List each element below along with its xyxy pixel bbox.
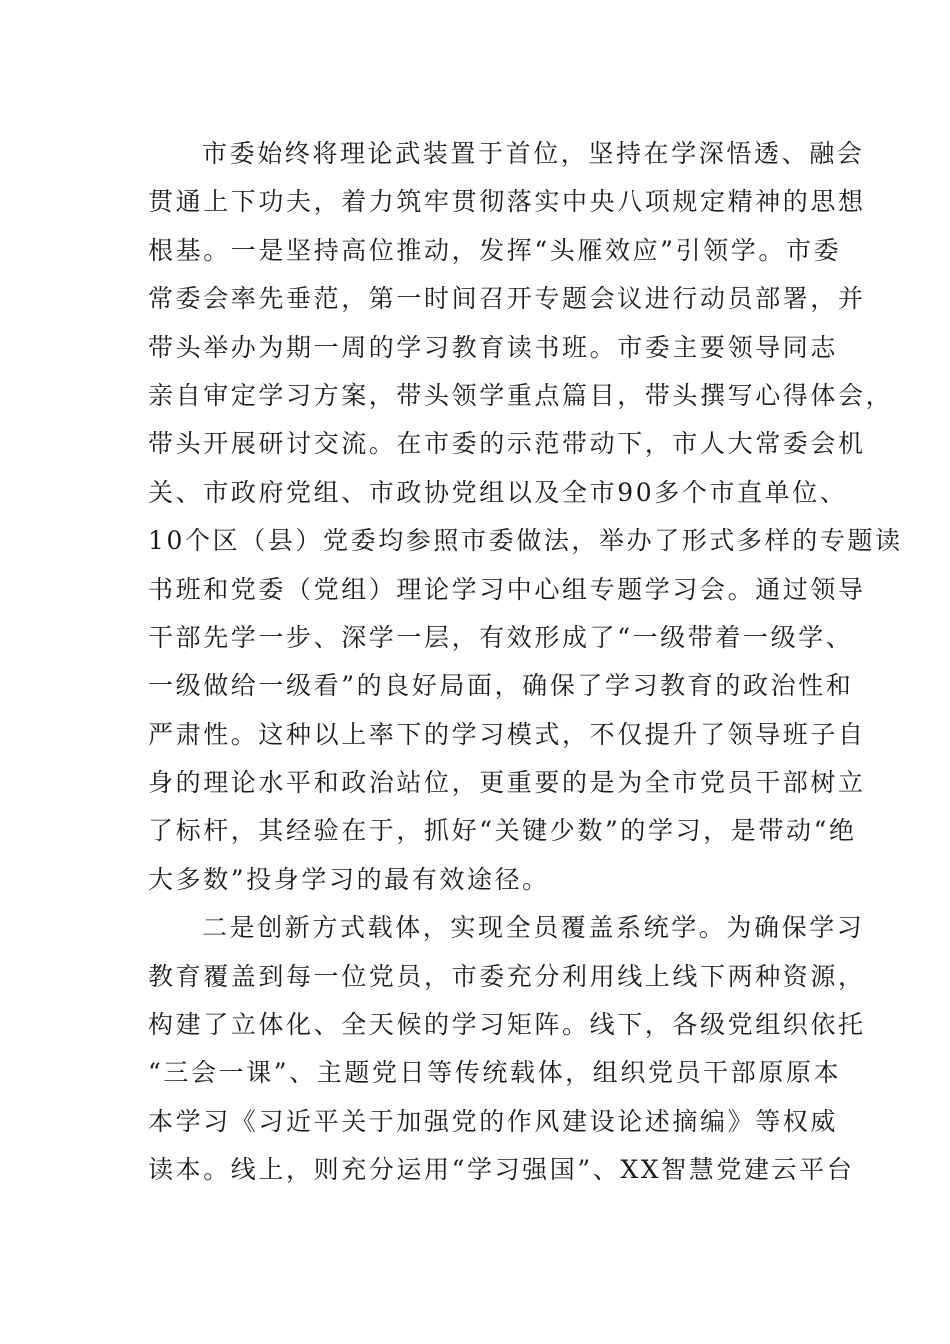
text-line: 亲自审定学习方案，带头领学重点篇目，带头撰写心得体会，	[148, 380, 894, 410]
body-text	[148, 130, 903, 1195]
text-line: 教育覆盖到每一位党员，市委充分利用线上线下两种资源，	[148, 961, 866, 991]
text-line: 构建了立体化、全天候的学习矩阵。线下，各级党组织依托	[148, 1010, 866, 1040]
text-line: 一级做给一级看”的良好局面，确保了学习教育的政治性和	[148, 671, 854, 701]
text-line-paragraph-1-start: 市委始终将理论武装置于首位，坚持在学深悟透、融会	[202, 139, 865, 168]
text-line: 常委会率先垂范，第一时间召开专题会议进行动员部署，并	[148, 284, 866, 314]
text-line: 读本。线上，则充分运用“学习强国”、XX智慧党建云平台	[148, 1155, 855, 1185]
text-line-paragraph-2-start: 二是创新方式载体，实现全员覆盖系统学。为确保学习	[202, 913, 865, 943]
text-line: 10个区（县）党委均参照市委做法，举办了形式多样的专题读	[148, 526, 903, 556]
text-line: 严肃性。这种以上率下的学习模式，不仅提升了领导班子自	[148, 719, 866, 749]
text-line: 书班和党委（党组）理论学习中心组专题学习会。通过领导	[148, 574, 866, 604]
text-line: 干部先学一步、深学一层，有效形成了“一级带着一级学、	[148, 622, 854, 652]
text-line: 关、市政府党组、市政协党组以及全市90多个市直单位、	[148, 477, 848, 507]
text-line: “三会一课”、主题党日等传统载体，组织党员干部原原本	[148, 1058, 842, 1088]
text-line: 贯通上下功夫，着力筑牢贯彻落实中央八项规定精神的思想	[148, 187, 866, 217]
text-line: 大多数”投身学习的最有效途径。	[148, 864, 550, 894]
text-line: 根基。一是坚持高位推动，发挥“头雁效应”引领学。市委	[148, 235, 842, 265]
text-line: 本学习《习近平关于加强党的作风建设论述摘编》等权威	[148, 1106, 839, 1136]
text-line: 身的理论水平和政治站位，更重要的是为全市党员干部树立	[148, 768, 866, 798]
text-line: 带头开展研讨交流。在市委的示范带动下，市人大常委会机	[148, 429, 866, 459]
text-line: 带头举办为期一周的学习教育读书班。市委主要领导同志	[148, 332, 839, 362]
text-line: 了标杆，其经验在于，抓好“关键少数”的学习，是带动“绝	[148, 816, 857, 846]
